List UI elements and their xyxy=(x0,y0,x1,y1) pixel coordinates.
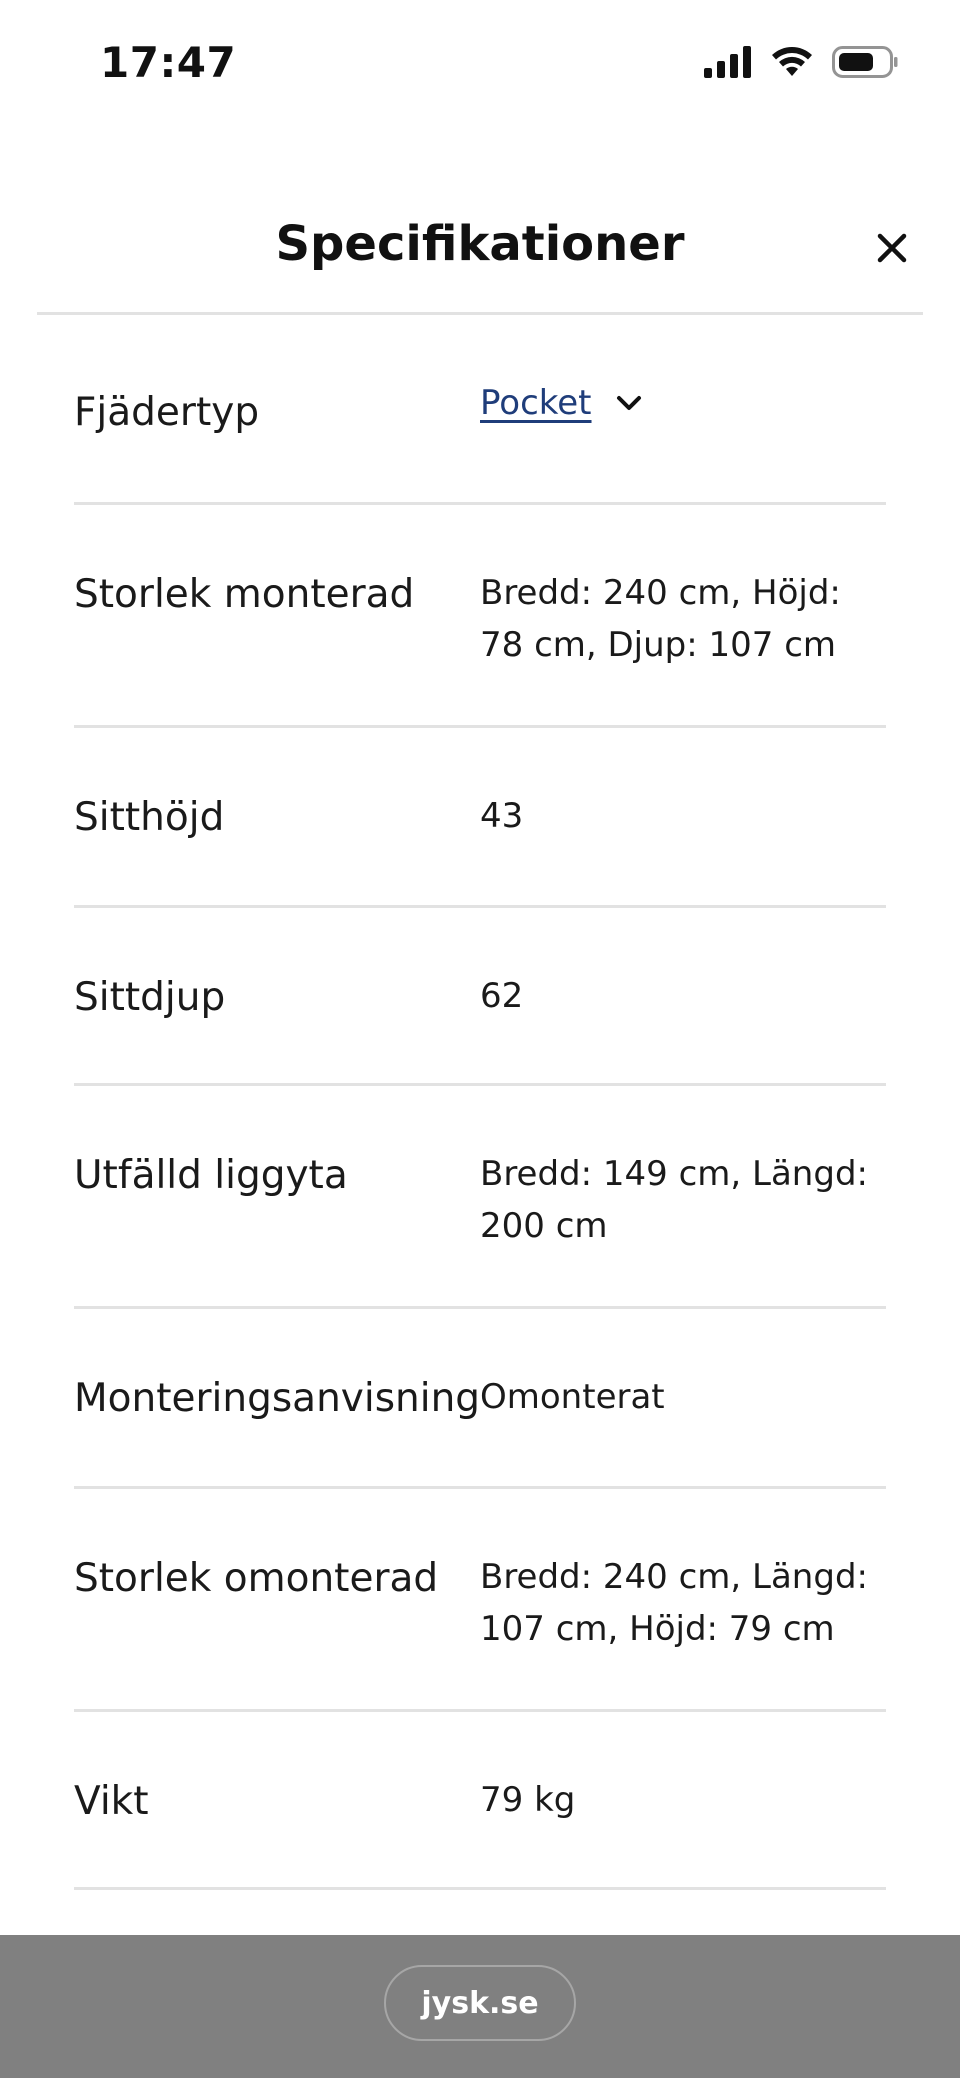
modal-header xyxy=(0,200,960,315)
spec-value: 43 xyxy=(480,796,524,836)
spec-value: Omonterat xyxy=(480,1377,665,1417)
spec-label: Fjädertyp xyxy=(74,390,260,435)
spec-value: Bredd: 149 cm, Längd: 200 cm xyxy=(480,1154,868,1246)
spec-value: 62 xyxy=(480,976,524,1016)
spec-label: Utfälld liggyta xyxy=(74,1153,348,1198)
spec-label: Sitthöjd xyxy=(74,795,225,840)
status-time: 17:47 xyxy=(100,38,237,87)
spec-row-spring-type xyxy=(74,315,886,505)
browser-bottom-bar xyxy=(0,1935,960,2078)
spec-row-seat-height xyxy=(74,728,886,908)
spec-label: Storlek omonterad xyxy=(74,1556,439,1601)
spring-type-link[interactable]: Pocket xyxy=(480,383,592,423)
spec-row-weight xyxy=(74,1712,886,1890)
status-bar xyxy=(0,0,960,125)
close-icon xyxy=(877,233,907,268)
spec-row-bed-surface xyxy=(74,1086,886,1309)
wifi-icon xyxy=(770,46,814,83)
spec-label: Sittdjup xyxy=(74,975,226,1020)
spec-label: Vikt xyxy=(74,1779,149,1824)
spec-value: Bredd: 240 cm, Längd: 107 cm, Höjd: 79 cm xyxy=(480,1557,868,1649)
spec-label: Monteringsanvisning xyxy=(74,1376,481,1421)
page-title: Specifikationer xyxy=(275,216,685,272)
status-icons xyxy=(704,44,898,84)
url-bar[interactable]: jysk.se xyxy=(384,1965,576,2041)
spec-value: 79 kg xyxy=(480,1780,576,1820)
spec-value xyxy=(480,315,886,502)
spec-label: Storlek monterad xyxy=(74,572,415,617)
cellular-signal-icon xyxy=(704,46,752,83)
battery-icon xyxy=(832,46,898,83)
spec-row-size-assembled xyxy=(74,505,886,728)
chevron-down-icon[interactable] xyxy=(614,388,644,418)
spec-row-assembly xyxy=(74,1309,886,1489)
spec-value: Bredd: 240 cm, Höjd: 78 cm, Djup: 107 cm xyxy=(480,573,841,665)
spec-row-seat-depth xyxy=(74,908,886,1086)
spec-list xyxy=(74,315,886,1890)
spec-row-size-unassembled xyxy=(74,1489,886,1712)
close-button[interactable] xyxy=(862,220,922,280)
